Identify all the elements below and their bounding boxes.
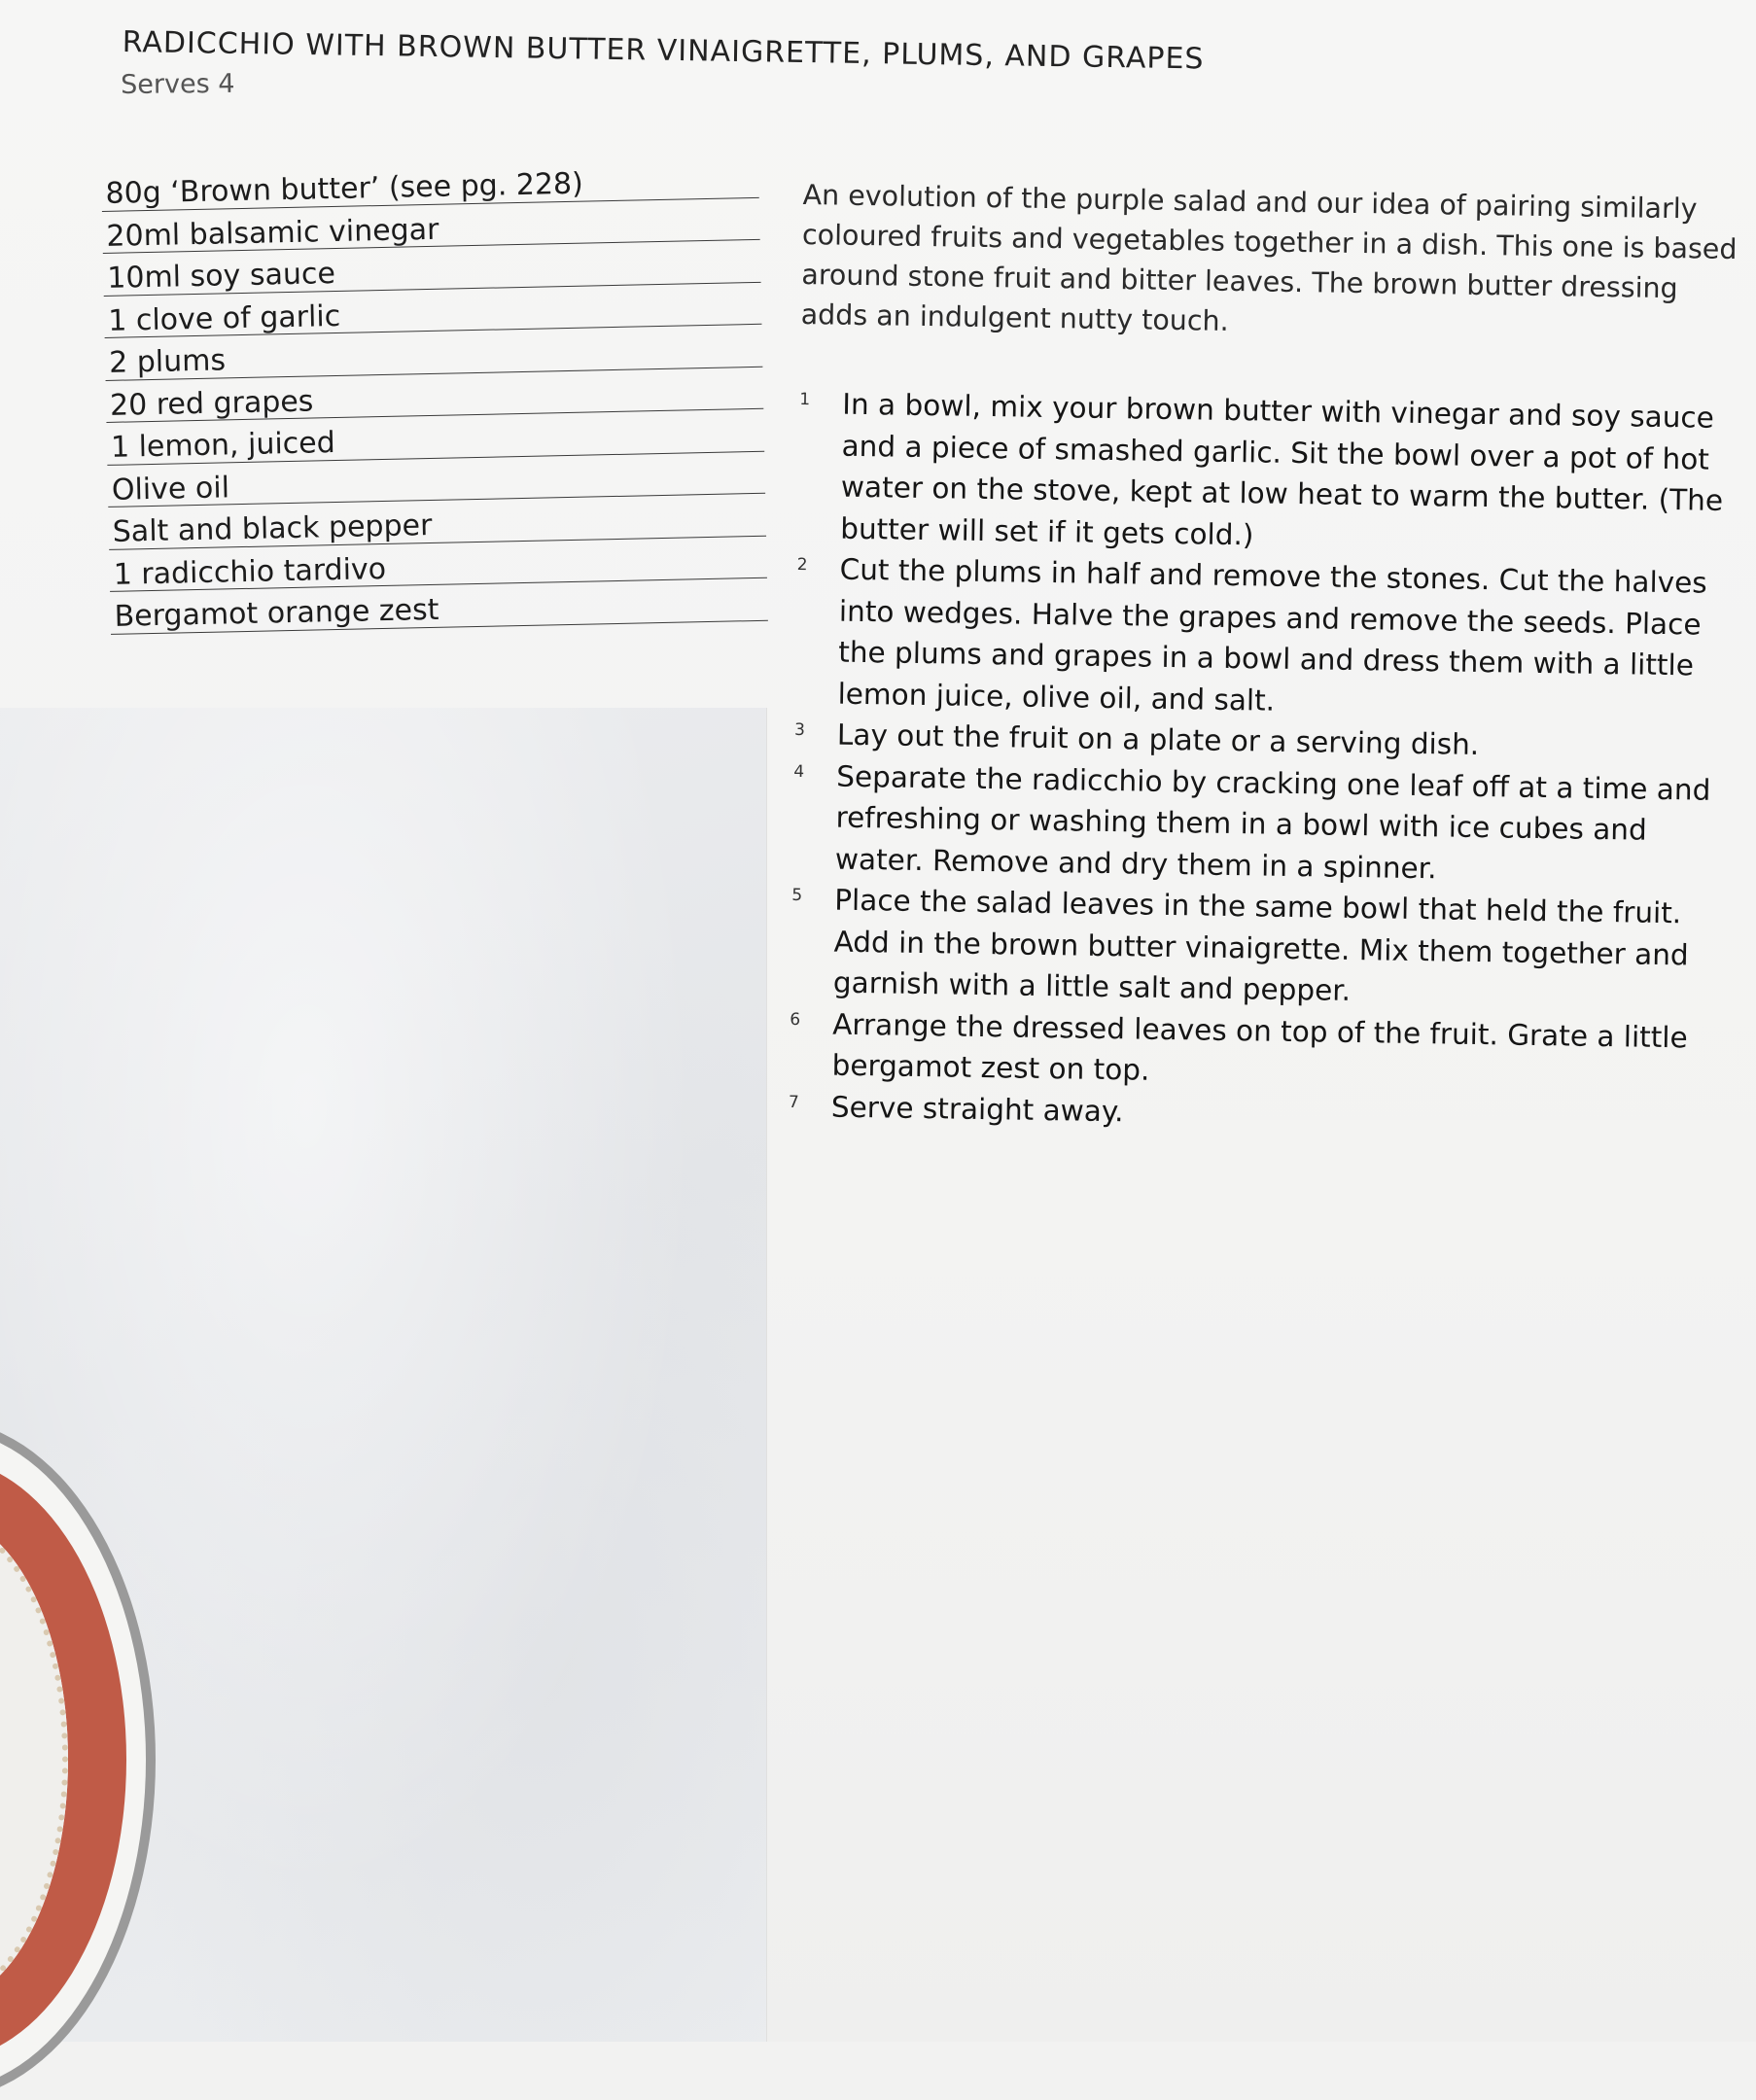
- step-number: 6: [790, 1009, 801, 1030]
- ingredient-item: 20ml balsamic vinegar: [102, 197, 760, 254]
- method-step: [794, 548, 1737, 728]
- method-step: [792, 754, 1734, 893]
- step-number: 7: [788, 1092, 800, 1112]
- step-text: Cut the plums in half and remove the stones. Cut the halves into wedges. Halve the grapes and remove the seeds. Place the plums and grapes in a bowl and dress them with a little lemon juice, olive oil, and salt.: [837, 552, 1707, 718]
- ingredient-item: Salt and black pepper: [108, 494, 766, 550]
- step-number: 1: [799, 389, 811, 410]
- ingredient-item: Bergamot orange zest: [110, 578, 768, 635]
- ingredient-item: 2 plums: [105, 325, 763, 381]
- step-text: Lay out the fruit on a plate or a serving dish.: [836, 718, 1480, 761]
- recipe-intro: An evolution of the purple salad and our idea of pairing similarly coloured fruits and vegetables together in a dish. This one is based around stone fruit and bitter leaves. The brown butter dressing adds an indulgent nutty touch.: [800, 178, 1738, 337]
- recipe-title: RADICCHIO WITH BROWN BUTTER VINAIGRETTE, PLUMS, AND GRAPES: [122, 25, 1205, 77]
- step-number: 2: [796, 554, 808, 576]
- ingredient-item: 20 red grapes: [106, 367, 764, 423]
- ingredient-list: [101, 156, 768, 635]
- ingredient-item: 1 radicchio tardivo: [109, 536, 767, 592]
- ingredient-item: 1 clove of garlic: [104, 282, 762, 338]
- step-number: 3: [793, 719, 806, 741]
- step-text: Arrange the dressed leaves on top of the fruit. Grate a little bergamot zest on top.: [831, 1007, 1688, 1087]
- step-text: Separate the radicchio by cracking one leaf off at a time and refreshing or washing them in a bowl with ice cubes and water. Remove and dry them in a spinner.: [834, 759, 1711, 885]
- method-step: [797, 383, 1739, 563]
- method-step: [789, 1002, 1729, 1100]
- step-text: Serve straight away.: [830, 1090, 1124, 1128]
- ingredient-item: 80g ‘Brown butter’ (see pg. 228): [101, 156, 759, 212]
- ingredient-item: 1 lemon, juiced: [106, 409, 764, 466]
- step-number: 4: [793, 761, 805, 782]
- ingredient-item: Olive oil: [107, 451, 765, 508]
- method-step: [790, 879, 1732, 1018]
- step-number: 5: [791, 885, 803, 906]
- serves-count: Serves 4: [121, 68, 235, 100]
- method-column: [789, 175, 1742, 1141]
- step-text: In a bowl, mix your brown butter with vinegar and soy sauce and a piece of smashed garlic. Sit the bowl over a pot of hot water on the stove, kept at low heat to warm the butter. (The butter will set if it gets cold.): [840, 387, 1724, 551]
- ingredient-item: 10ml soy sauce: [103, 240, 761, 297]
- method-steps: [789, 383, 1739, 1141]
- step-text: Place the salad leaves in the same bowl that held the fruit. Add in the brown butter vinaigrette. Mix them together and garnish with a little salt and pepper.: [832, 883, 1689, 1007]
